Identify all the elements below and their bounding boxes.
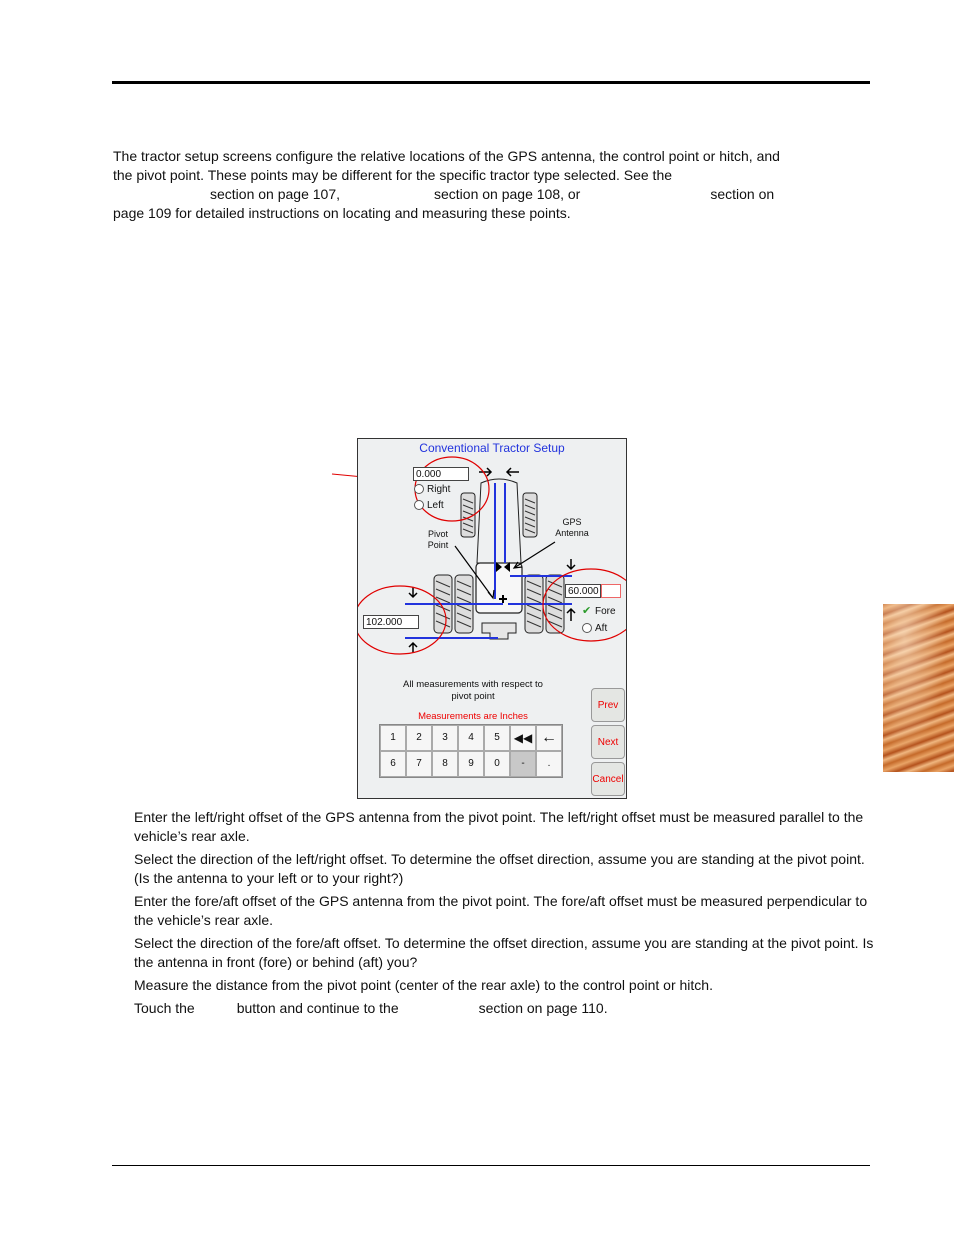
- aft-radio[interactable]: [582, 623, 607, 635]
- fore-aft-input-extension: [601, 584, 621, 598]
- step-5: Measure the distance from the pivot point (center of the rear axle) to the control point or hitch.: [134, 977, 713, 993]
- step-6: [134, 999, 874, 1018]
- gps-label-line-2: Antenna: [555, 528, 589, 538]
- key-0[interactable]: 0: [484, 751, 510, 777]
- key-8[interactable]: 8: [432, 751, 458, 777]
- chapter-side-tab-highlight: [883, 604, 954, 772]
- front-right-tire: [523, 493, 537, 537]
- instruction-steps: [134, 808, 874, 1022]
- hitch-distance-input[interactable]: 102.000: [363, 615, 419, 629]
- left-radio[interactable]: [414, 500, 444, 512]
- intro-line-3-part-b: section on page 108, or: [434, 186, 581, 202]
- right-radio-label: Right: [427, 484, 451, 495]
- decimal-key[interactable]: .: [536, 751, 562, 777]
- step-1: Enter the left/right offset of the GPS antenna from the pivot point. The left/right offset must be measured parallel to the vehicle’s rear axle.: [134, 809, 864, 844]
- step-3: Enter the fore/aft offset of the GPS antenna from the pivot point. The fore/aft offset must be measured perpendicular to the vehicle’s rear axle.: [134, 893, 868, 928]
- pivot-label-line-1: Pivot: [427, 529, 448, 539]
- footer-rule: [112, 1165, 870, 1166]
- key-2[interactable]: 2: [406, 725, 432, 751]
- step-6-part-a: Touch the: [134, 1000, 195, 1016]
- key-5[interactable]: 5: [484, 725, 510, 751]
- step-4: Select the direction of the fore/aft offset. To determine the offset direction, assume you are standing at the pivot point. Is the antenna in front (fore) or behind (aft) you?: [134, 935, 874, 970]
- key-3[interactable]: 3: [432, 725, 458, 751]
- measurements-note-line-1: All measurements with respect to: [403, 679, 543, 690]
- key-7[interactable]: 7: [406, 751, 432, 777]
- minus-key[interactable]: -: [510, 751, 536, 777]
- tractor-setup-screenshot: [357, 438, 627, 799]
- intro-line-2: the pivot point. These points may be different for the specific tractor type selected. See the: [113, 167, 673, 183]
- key-4[interactable]: 4: [458, 725, 484, 751]
- aft-radio-dot: [582, 623, 592, 633]
- fore-radio-label: Fore: [595, 606, 616, 617]
- key-6[interactable]: 6: [380, 751, 406, 777]
- screen-title: Conventional Tractor Setup: [419, 441, 565, 455]
- clear-all-key[interactable]: ◀◀: [510, 725, 536, 751]
- measurements-note-line-2: pivot point: [451, 691, 495, 702]
- right-radio[interactable]: [414, 484, 450, 496]
- gps-antenna-label: [546, 517, 598, 539]
- intro-line-1: The tractor setup screens configure the relative locations of the GPS antenna, the control point or hitch, and: [113, 148, 780, 164]
- key-1[interactable]: 1: [380, 725, 406, 751]
- numeric-keypad: [379, 724, 563, 778]
- header-rule: [112, 81, 870, 84]
- hitch-drawbar: [482, 623, 516, 639]
- units-note: Measurements are Inches: [418, 711, 528, 722]
- aft-radio-label: Aft: [595, 623, 608, 634]
- pivot-label-line-2: Point: [427, 540, 449, 550]
- step-2: Select the direction of the left/right offset. To determine the offset direction, assume you are standing at the pivot point. (Is the antenna to your left or to your right?): [134, 851, 865, 886]
- tractor-hood: [477, 479, 521, 563]
- intro-line-4: page 109 for detailed instructions on locating and measuring these points.: [113, 205, 571, 221]
- left-radio-dot: [414, 500, 424, 510]
- intro-line-3-part-a: section on page 107,: [210, 186, 340, 202]
- left-radio-label: Left: [427, 500, 444, 511]
- prev-button[interactable]: Prev: [591, 688, 625, 722]
- fore-radio[interactable]: [582, 606, 616, 618]
- measurements-note: [378, 679, 568, 703]
- step-6-part-c: section on page 110.: [478, 1000, 608, 1016]
- backspace-key[interactable]: ←: [536, 725, 562, 751]
- step-6-part-b: button and continue to the: [236, 1000, 399, 1016]
- intro-line-3-part-c: section on: [710, 186, 775, 202]
- gps-label-line-1: GPS: [562, 517, 582, 527]
- right-radio-dot: [414, 484, 424, 494]
- next-button[interactable]: Next: [591, 725, 625, 759]
- intro-paragraph: [113, 147, 873, 223]
- key-9[interactable]: 9: [458, 751, 484, 777]
- lr-offset-input[interactable]: 0.000: [413, 467, 469, 481]
- tractor-cab: [476, 563, 522, 613]
- intro-line-3: [113, 185, 873, 204]
- cancel-button[interactable]: Cancel: [591, 762, 625, 796]
- fore-aft-input[interactable]: 60.000: [565, 584, 601, 598]
- fore-check-icon: ✔: [582, 605, 592, 618]
- pivot-point-label: [416, 529, 460, 551]
